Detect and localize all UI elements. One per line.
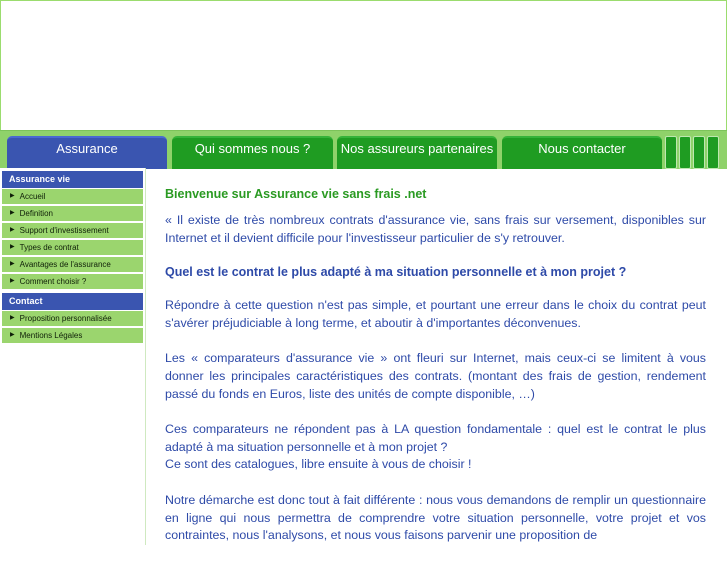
sidebar-item-comment-choisir[interactable]: ▶ Comment choisir ?	[2, 274, 143, 290]
arrow-right-icon: ▶	[10, 210, 15, 217]
paragraph-2: Les « comparateurs d'assurance vie » ont fleuri sur Internet, mais ceux-ci se limitent à vous donner les principales caractéristiques des contrats. (montant des frais de gestion, rendement passé du fonds en Euros, liste des unités de compte disponible, …)	[165, 351, 706, 401]
arrow-right-icon: ▶	[10, 261, 15, 268]
sidebar	[0, 168, 146, 545]
tab-mini-4[interactable]	[707, 136, 719, 169]
arrow-right-icon: ▶	[10, 332, 15, 339]
sidebar-heading-assurance-vie: Assurance vie	[2, 171, 143, 188]
sidebar-heading-contact: Contact	[2, 293, 143, 310]
sidebar-item-support-investissement[interactable]: ▶ Support d'investissement	[2, 223, 143, 239]
arrow-right-icon: ▶	[10, 227, 15, 234]
tab-nous-contacter[interactable]: Nous contacter	[502, 136, 662, 169]
tab-mini-3[interactable]	[693, 136, 705, 169]
arrow-right-icon: ▶	[10, 244, 15, 251]
paragraph-3: Ces comparateurs ne répondent pas à LA question fondamentale : quel est le contrat le plus adapté à ma situation personnelle et à mon projet ? Ce sont des catalogues, libre ensuite à vous de choisir !	[165, 422, 706, 472]
paragraph-1: Répondre à cette question n'est pas simple, et pourtant une erreur dans le choix du contrat peut s'avérer préjudiciable à long terme, et aboutir à d'importantes déconvenues.	[165, 298, 706, 330]
intro-paragraph: « Il existe de très nombreux contrats d'assurance vie, sans frais sur versement, disponibles sur Internet et il devient difficile pour l'investisseur particulier de s'y retrouver.	[165, 213, 706, 245]
tab-mini-1[interactable]	[665, 136, 677, 169]
paragraph-4: Notre démarche est donc tout à fait différente : nous vous demandons de remplir un questionnaire en ligne qui nous permettra de comprendre votre situation personnelle, votre projet et vos contraintes, nous l'analysons, et nous vous faisons parvenir une proposition de	[165, 492, 706, 543]
tab-mini-2[interactable]	[679, 136, 691, 169]
main-content	[165, 168, 706, 563]
arrow-right-icon: ▶	[10, 315, 15, 322]
sidebar-item-proposition[interactable]: ▶ Proposition personnalisée	[2, 311, 143, 327]
arrow-right-icon: ▶	[10, 278, 15, 285]
question-heading: Quel est le contrat le plus adapté à ma situation personnelle et à mon projet ?	[165, 265, 627, 280]
sidebar-item-mentions-legales[interactable]: ▶ Mentions Légales	[2, 328, 143, 344]
tab-assurance[interactable]: Assurance	[7, 136, 167, 169]
sidebar-item-types-de-contrat[interactable]: ▶ Types de contrat	[2, 240, 143, 256]
sidebar-item-accueil[interactable]: ▶ Accueil	[2, 189, 143, 205]
sidebar-item-definition[interactable]: ▶ Definition	[2, 206, 143, 222]
page-title: Bienvenue sur Assurance vie sans frais .net	[165, 187, 427, 201]
tab-nos-assureurs-partenaires[interactable]: Nos assureurs partenaires	[337, 136, 497, 169]
header-banner	[0, 0, 727, 130]
main-nav	[0, 130, 727, 169]
arrow-right-icon: ▶	[10, 193, 15, 200]
sidebar-item-avantages[interactable]: ▶ Avantages de l'assurance	[2, 257, 143, 273]
tab-qui-sommes-nous[interactable]: Qui sommes nous ?	[172, 136, 333, 169]
